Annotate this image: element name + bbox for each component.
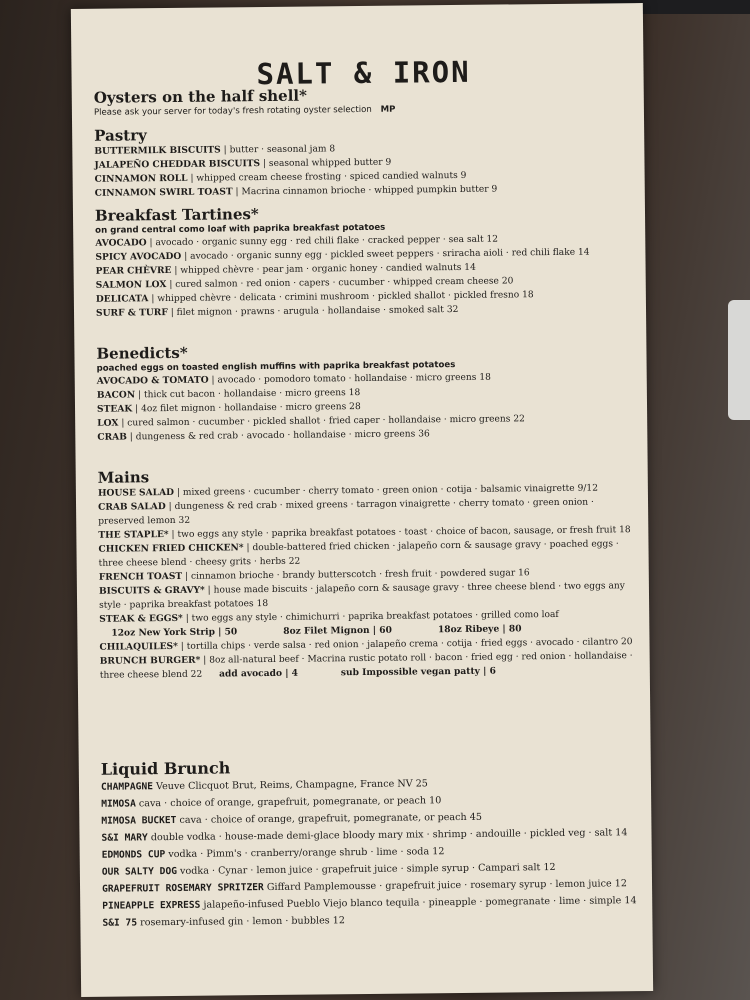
menu-item: CHILAQUILES* | tortilla chips · verde salsa · red onion · jalapeño crema · cotija · fried eggs · avocado · cilantro 20 — [99, 637, 633, 653]
drink-item: MIMOSA cava · choice of orange, grapefruit, pomegranate, or peach 10 — [101, 795, 442, 810]
menu-item: STEAK & EGGS* | two eggs any style · chimichurri · paprika breakfast potatoes · grilled como loaf — [99, 609, 559, 625]
menu-item: BRUNCH BURGER* | 8oz all-natural beef · Macrina rustic potato roll · bacon · fried egg · red onion · hollandaise · — [99, 651, 633, 667]
menu-item: BACON | thick cut bacon · hollandaise · micro greens 18 — [96, 388, 361, 401]
menu-item: BISCUITS & GRAVY* | house made biscuits · jalapeño corn & sausage gravy · three cheese blend · two eggs any — [98, 581, 625, 597]
menu-item-cont: style · paprika breakfast potatoes 18 — [99, 598, 269, 611]
mains-title: Mains — [97, 468, 150, 487]
menu-item: FRENCH TOAST | cinnamon brioche · brandy butterscotch · fresh fruit · powdered sugar 16 — [98, 568, 530, 583]
tartines-subtitle: on grand central como loaf with paprika breakfast potatoes — [95, 222, 386, 236]
drink-item: CHAMPAGNE Veuve Clicquot Brut, Reims, Champagne, France NV 25 — [100, 778, 428, 793]
napkin-edge — [728, 300, 750, 420]
menu-item: AVOCADO & TOMATO | avocado · pomodoro tomato · hollandaise · micro greens 18 — [96, 372, 491, 387]
menu-item: BUTTERMILK BISCUITS | butter · seasonal jam 8 — [94, 144, 336, 157]
oysters-section — [94, 83, 639, 119]
menu-item: CHICKEN FRIED CHICKEN* | double-battered fried chicken · jalapeño corn & sausage gravy · poached eggs · — [98, 539, 619, 555]
menu-item-cont: three cheese blend · cheesy grits · herbs 22 — [98, 556, 301, 569]
oysters-note-text: Please ask your server for today's fresh rotating oyster selection — [93, 104, 372, 118]
menu-item: CINNAMON SWIRL TOAST | Macrina cinnamon brioche · whipped pumpkin butter 9 — [94, 184, 498, 199]
menu-item: SURF & TURF | filet mignon · prawns · arugula · hollandaise · smoked salt 32 — [95, 304, 459, 319]
benedicts-section — [96, 339, 642, 445]
menu-item: SPICY AVOCADO | avocado · organic sunny egg · pickled sweet peppers · sriracha aioli · red chili flake 14 — [95, 247, 590, 263]
menu-item: PEAR CHÈVRE | whipped chèvre · pear jam · organic honey · candied walnuts 14 — [95, 262, 476, 277]
pastry-section — [94, 121, 640, 201]
menu-item: CRAB | dungeness & red crab · avocado · hollandaise · micro greens 36 — [97, 429, 430, 443]
menu-item: DELICATA | whipped chèvre · delicata · crimini mushroom · pickled shallot · pickled fresno 18 — [95, 290, 534, 305]
menu-item: CRAB SALAD | dungeness & red crab · mixed greens · tarragon vinaigrette · cherry tomato · green onion · — [98, 497, 594, 513]
menu-item: AVOCADO | avocado · organic sunny egg · red chili flake · cracked pepper · sea salt 12 — [95, 234, 499, 249]
menu-card — [71, 3, 653, 997]
burger-addon: sub Impossible vegan patty | 6 — [340, 665, 496, 679]
menu-item: LOX | cured salmon · cucumber · pickled shallot · fried caper · hollandaise · micro greens 22 — [97, 414, 525, 429]
drink-item: OUR SALTY DOG vodka · Cynar · lemon juice · grapefruit juice · simple syrup · Campari salt 12 — [101, 861, 556, 878]
steak-option: 12oz New York Strip | 50 — [111, 626, 238, 639]
steak-option: 18oz Ribeye | 80 — [437, 623, 522, 636]
menu-item-cont: three cheese blend 22 add avocado | 4 sub Impossible vegan patty | 6 — [99, 665, 496, 681]
menu-item-cont: preserved lemon 32 — [98, 515, 191, 527]
drink-item: MIMOSA BUCKET cava · choice of orange, grapefruit, pomegranate, or peach 45 — [101, 811, 482, 827]
menu-item: HOUSE SALAD | mixed greens · cucumber · cherry tomato · green onion · cotija · balsamic vinaigrette 9/12 — [97, 483, 599, 499]
menu-item: SALMON LOX | cured salmon · red onion · capers · cucumber · whipped cream cheese 20 — [95, 276, 514, 291]
pastry-title: Pastry — [94, 126, 147, 145]
steak-option: 8oz Filet Mignon | 60 — [283, 624, 392, 637]
drink-item: GRAPEFRUIT ROSEMARY SPRITZER Giffard Pamplemousse · grapefruit juice · rosemary syrup · lemon juice 12 — [102, 878, 627, 895]
oysters-title: Oysters on the half shell* — [93, 86, 307, 107]
mains-section — [98, 463, 645, 683]
liquid-brunch-title: Liquid Brunch — [100, 758, 231, 779]
tartines-title: Breakfast Tartines* — [94, 205, 259, 225]
drink-item: S&I 75 rosemary-infused gin · lemon · bubbles 12 — [102, 915, 345, 929]
benedicts-title: Benedicts* — [96, 343, 188, 363]
menu-item: THE STAPLE* | two eggs any style · paprika breakfast potatoes · toast · choice of bacon, sausage, or fresh fruit 18 — [98, 525, 631, 541]
menu-item: CINNAMON ROLL | whipped cream cheese frosting · spiced candied walnuts 9 — [94, 170, 467, 185]
drink-item: S&I MARY double vodka · house-made demi-glace bloody mary mix · shrimp · andouille · pickled veg · salt 14 — [101, 827, 628, 844]
liquid-brunch-section — [101, 755, 648, 932]
benedicts-subtitle: poached eggs on toasted english muffins with paprika breakfast potatoes — [96, 360, 456, 374]
menu-item: JALAPEÑO CHEDDAR BISCUITS | seasonal whipped butter 9 — [94, 157, 392, 171]
tartines-section — [95, 201, 641, 321]
burger-addon: add avocado | 4 — [219, 667, 299, 680]
menu-item: STEAK | 4oz filet mignon · hollandaise · micro greens 28 — [96, 402, 361, 415]
drink-item: PINEAPPLE EXPRESS jalapeño-infused Pueblo Viejo blanco tequila · pineapple · pomegranate · lime · simple 14 — [102, 895, 637, 912]
oysters-price: MP — [380, 104, 396, 115]
restaurant-logo: SALT & IRON — [256, 54, 471, 92]
drink-item: EDMONDS CUP vodka · Pimm's · cranberry/orange shrub · lime · soda 12 — [101, 846, 445, 861]
